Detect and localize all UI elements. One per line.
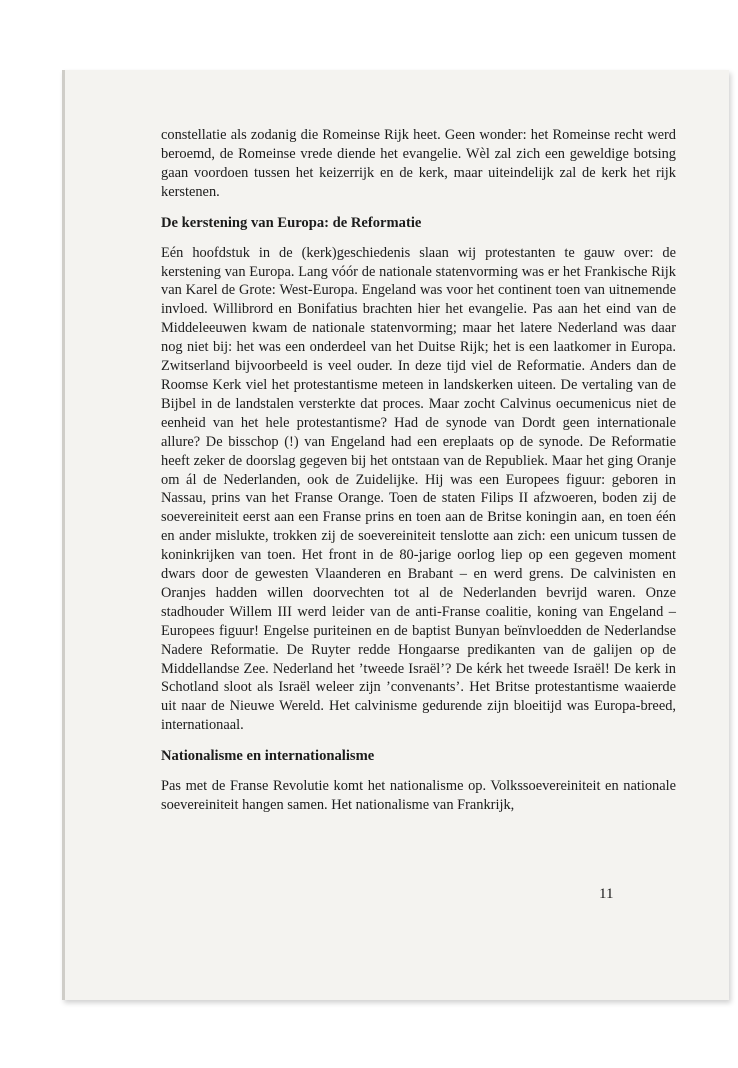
section-heading-nationalisme: Nationalisme en internationalisme	[161, 748, 375, 765]
page-number: 11	[599, 886, 614, 902]
paragraph-reformatie: Eén hoofdstuk in de (kerk)geschiedenis slaan wij protestanten te gauw over: de kerstening van Europa. Lang vóór de nationale statenvorming was er het Frankische Rijk van Karel de Grote: West-Europa. Engeland was voor het continent toen van uitnemende invloed. Willibrord en Bonifatius brachten hier het evangelie. Pas aan het eind van de Middeleeuwen kwam de nationale statenvorming; maar het latere Nederland was daar nog niet bij: het was een onderdeel van het Duitse Rijk; het is een laatkomer in Europa. Zwitserland bijvoorbeeld is veel ouder. In deze tijd viel de Reformatie. Anders dan de Roomse Kerk viel het protestantisme meteen in landskerken uiteen. De vertaling van de Bijbel in de landstalen versterkte dat proces. Maar zocht Calvinus oecumenicus niet de eenheid van het hele protestantisme? Had de synode van Dordt geen internationale allure? De bisschop (!) van Engeland had een ereplaats op de synode. De Reformatie heeft zeker de doorslag gegeven bij het ontstaan van de Republiek. Maar het ging Oranje om ál de Nederlanden, ook de Zuidelijke. Hij was een Europees figuur: geboren in Nassau, prins van het Franse Orange. Toen de staten Filips II afzwoeren, boden zij de soevereiniteit eerst aan een Franse prins en toen aan de Britse koningin aan, en toen één en ander mislukte, trokken zij de soevereiniteit tenslotte aan zich: een unicum tussen de koninkrijken van toen. Het front in de 80-jarige oorlog liep op een gegeven moment dwars door de gewesten Vlaanderen en Brabant – en werd grens. De calvinisten en Oranjes hadden willen doorvechten tot al de Nederlanden bevrijd waren. Onze stadhouder Willem III werd leider van de anti-Franse coalitie, koning van Engeland – Europees figuur! Engelse puriteinen en de baptist Bunyan beïnvloedden de Nederlandse Nadere Reformatie. De Ruyter redde Hongaarse predikanten van de galijen op de Middellandse Zee. Nederland het ’tweede Israël’? De kérk het tweede Israël! De kerk in Schotland sloot als Israël weleer zijn ’convenants’. Het Britse protestantisme waaierde uit naar de Nieuwe Wereld. Het calvinisme gedurende zijn bloeitijd was Europa-breed, internationaal.	[161, 244, 676, 734]
paragraph-nationalisme: Pas met de Franse Revolutie komt het nationalisme op. Volkssoevereiniteit en nationale soevereiniteit hangen samen. Het nationalisme van Frankrijk,	[161, 778, 676, 814]
section-heading-reformatie: De kerstening van Europa: de Reformatie	[161, 214, 422, 231]
book-page	[62, 70, 729, 1000]
body-text	[161, 126, 676, 815]
paragraph-intro: constellatie als zodanig die Romeinse Rijk heet. Geen wonder: het Romeinse recht werd beroemd, de Romeinse vrede diende het evangelie. Wèl zal zich een geweldige botsing gaan voordoen tussen het keizerrijk en de kerk, maar uiteindelijk zal de kerk het rijk kerstenen.	[161, 127, 676, 200]
